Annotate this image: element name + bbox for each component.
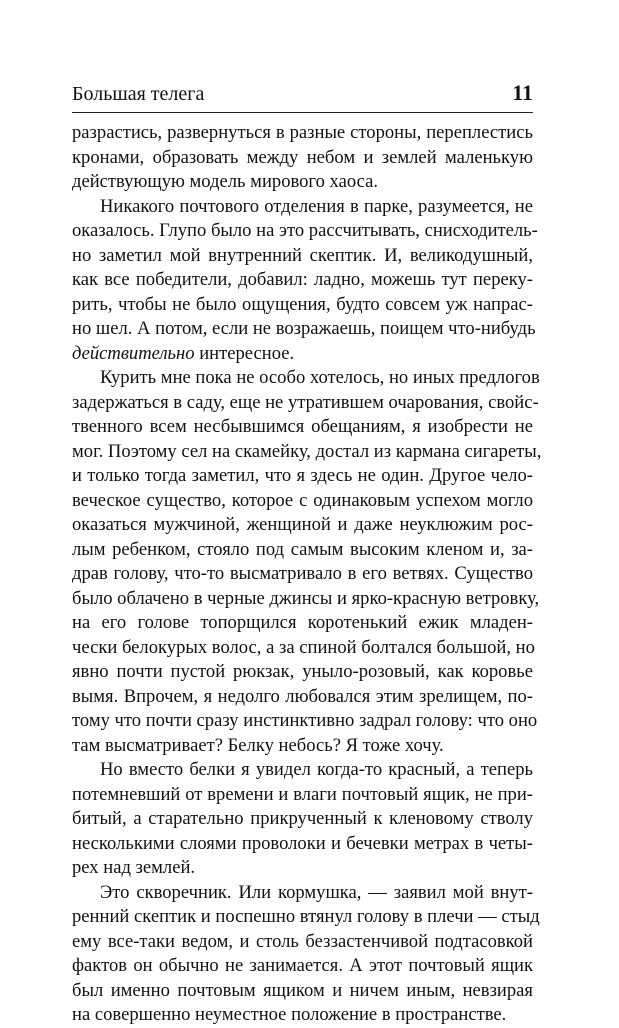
text-line: разрастись, развернуться в разные стороны, переплестись (72, 122, 533, 143)
text-line: был именно почтовым ящиком и ничем иным, невзирая (72, 979, 533, 1001)
text-line: твенного всем несбывшимся обещаниям, я изобрести не (72, 416, 533, 437)
text-line: на его голове топорщился коротенький ежик младен- (72, 612, 533, 633)
text-line: кронами, образовать между небом и землей маленькую (72, 146, 533, 168)
text-line: но шел. А потом, если не возражаешь, поищем что-нибудь (72, 318, 536, 339)
text-line: и только тогда заметил, что я здесь не один. Другое чело- (72, 465, 533, 486)
text-line: задержаться в саду, еще не утратившем очарования, свойс- (72, 391, 539, 413)
text-line: явно почти пустой рюкзак, уныло-розовый, как коровье (72, 661, 533, 682)
text-line: драв голову, что-то высматривало в его ветвях. Существо (72, 563, 533, 584)
text-line: но заметил мой внутренний скептик. И, великодушный, (72, 244, 533, 266)
text-line: тому что почти сразу инстинктивно задрал голову: что оно (72, 710, 538, 731)
text-line: фактов он обычно не занимается. А этот почтовый ящик (72, 955, 533, 976)
header-rule (72, 112, 533, 113)
text-line: как все победители, добавил: ладно, можешь тут переку- (72, 269, 533, 290)
text-line: на совершенно неуместное положение в пространстве. (72, 1004, 507, 1025)
text-line: веческое существо, которое с одинаковым успехом могло (72, 489, 533, 511)
text-line: чески белокурых волос, а за спиной болтался большой, но (72, 636, 535, 658)
text-line: действующую модель мирового хаоса. (72, 171, 378, 192)
text-line: Это скворечник. Или кормушка, — заявил мой внут- (100, 881, 533, 903)
text-line: Никакого почтового отделения в парке, разумеется, не (100, 195, 533, 217)
text-line: вымя. Впрочем, я недолго любовался этим зрелищем, по- (72, 685, 533, 707)
running-title: Большая телега (72, 83, 205, 105)
text-line: несколькими слоями проволоки и бечевки метрах в четы- (72, 832, 533, 854)
text-line: было облачено в черные джинсы и ярко-красную ветровку, (72, 587, 540, 609)
italic-emphasis: действительно (72, 342, 195, 364)
text-line: рех над землей. (72, 857, 196, 878)
text-fragment: интересное. (194, 342, 295, 364)
text-line: мог. Поэтому сел на скамейку, достал из кармана сигареты, (72, 440, 542, 462)
text-body (72, 121, 542, 1028)
text-line: битый, а старательно прикрученный к кленовому стволу (72, 808, 533, 829)
text-line: рить, чтобы не было ощущения, будто совсем уж напрас- (72, 293, 533, 315)
text-line: ему все-таки ведом, и столь беззастенчивой подтасовкой (72, 930, 533, 952)
text-line: Курить мне пока не особо хотелось, но иных предлогов (100, 367, 540, 388)
text-line: Но вместо белки я увидел когда-то красный, а теперь (100, 759, 533, 780)
text-line: оказаться мужчиной, женщиной и даже неуклюжим рос- (72, 514, 533, 535)
page-number: 11 (512, 80, 533, 105)
text-line: потемневший от времени и влаги почтовый ящик, не при- (72, 783, 533, 805)
text-line: оказалось. Глупо было на это рассчитывать, снисходитель- (72, 220, 538, 241)
text-line: лым ребенком, стояло под самым высоким кленом и, за- (72, 538, 533, 560)
text-line (72, 342, 533, 367)
text-line: там высматривает? Белку небось? Я тоже хочу. (72, 734, 444, 756)
text-line: ренний скептик и поспешно втянул голову в плечи — стыд (72, 906, 540, 927)
